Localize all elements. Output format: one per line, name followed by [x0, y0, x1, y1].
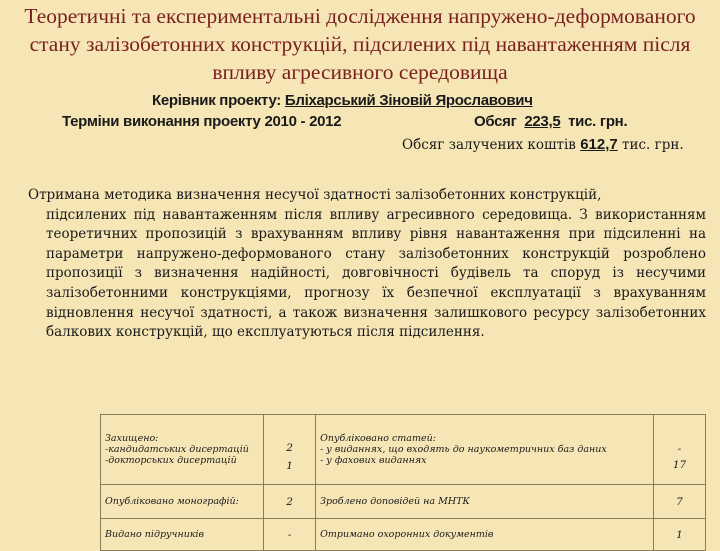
articles-scientometric-value: - — [677, 442, 682, 455]
reports-label: Зроблено доповідей на МНТК — [316, 485, 654, 519]
articles-cell — [316, 415, 654, 485]
project-leader — [152, 92, 533, 109]
terms-label: Терміни виконання проекту — [62, 113, 261, 130]
articles-scientometric: - у виданнях, що входять до наукометричних баз даних — [320, 444, 607, 455]
textbooks-label: Видано підручників — [101, 519, 264, 551]
leader-label: Керівник проекту: — [152, 92, 281, 109]
volume-value: 223,5 — [524, 113, 561, 130]
description-first-line: Отримана методика визначення несучої здатності залізобетонних конструкцій, — [28, 187, 602, 203]
project-description — [28, 186, 706, 343]
defended-title: Захищено: — [105, 433, 159, 444]
defended-doctoral-value: 1 — [286, 459, 293, 472]
defended-doctoral: -докторських дисертацій — [105, 455, 237, 466]
monographs-value: 2 — [264, 485, 316, 519]
project-terms-volume — [62, 113, 662, 130]
table-row — [101, 519, 706, 551]
leader-name: Бліхарський Зіновій Ярославович — [284, 92, 533, 109]
attracted-value: 612,7 — [580, 136, 618, 153]
volume — [474, 113, 627, 130]
articles-professional-value: 17 — [672, 458, 687, 471]
table-row — [101, 485, 706, 519]
defended-candidate-value: 2 — [286, 441, 293, 454]
defended-cell — [101, 415, 264, 485]
defended-candidate: -кандидатських дисертацій — [105, 444, 249, 455]
attracted-label: Обсяг залучених коштів — [402, 137, 576, 153]
page-title: Теоретичні та експериментальні дослідження напружено-деформованого стану залізобетонних конструкцій, підсилених під навантаженням після впливу агресивного середовища — [24, 4, 696, 84]
patents-value: 1 — [654, 519, 706, 551]
reports-value: 7 — [654, 485, 706, 519]
table-row — [101, 415, 706, 485]
patents-label: Отримано охоронних документів — [316, 519, 654, 551]
monographs-label: Опубліковано монографій: — [101, 485, 264, 519]
terms-value: 2010 - 2012 — [264, 113, 342, 130]
volume-label: Обсяг — [474, 113, 517, 130]
articles-title: Опубліковано статей: — [320, 433, 436, 444]
volume-unit: тис. грн. — [568, 113, 628, 130]
textbooks-value: - — [264, 519, 316, 551]
attracted-funds — [402, 136, 684, 153]
results-table — [100, 414, 706, 551]
articles-professional: - у фахових виданнях — [320, 455, 427, 466]
defended-values — [264, 415, 316, 485]
attracted-unit: тис. грн. — [622, 137, 684, 153]
articles-values — [654, 415, 706, 485]
description-body: підсилених під навантаженням після впливу агресивного середовища. З використанням теоретичних пропозицій з врахуванням впливу рівня навантаження при підсиленні на параметри напружено-деформованого стану залізобетонних конструкцій розроблено пропозиції з визначення надійності, довговічності будівель та споруд із несучими залізобетонними конструкціями, прогнозу їх безпечної експлуатації з врахуванням відновлення несучої здатності, а також визначення залишкового ресурсу залізобетонних балкових конструкцій, що експлуатуються після підсилення. — [46, 206, 706, 341]
